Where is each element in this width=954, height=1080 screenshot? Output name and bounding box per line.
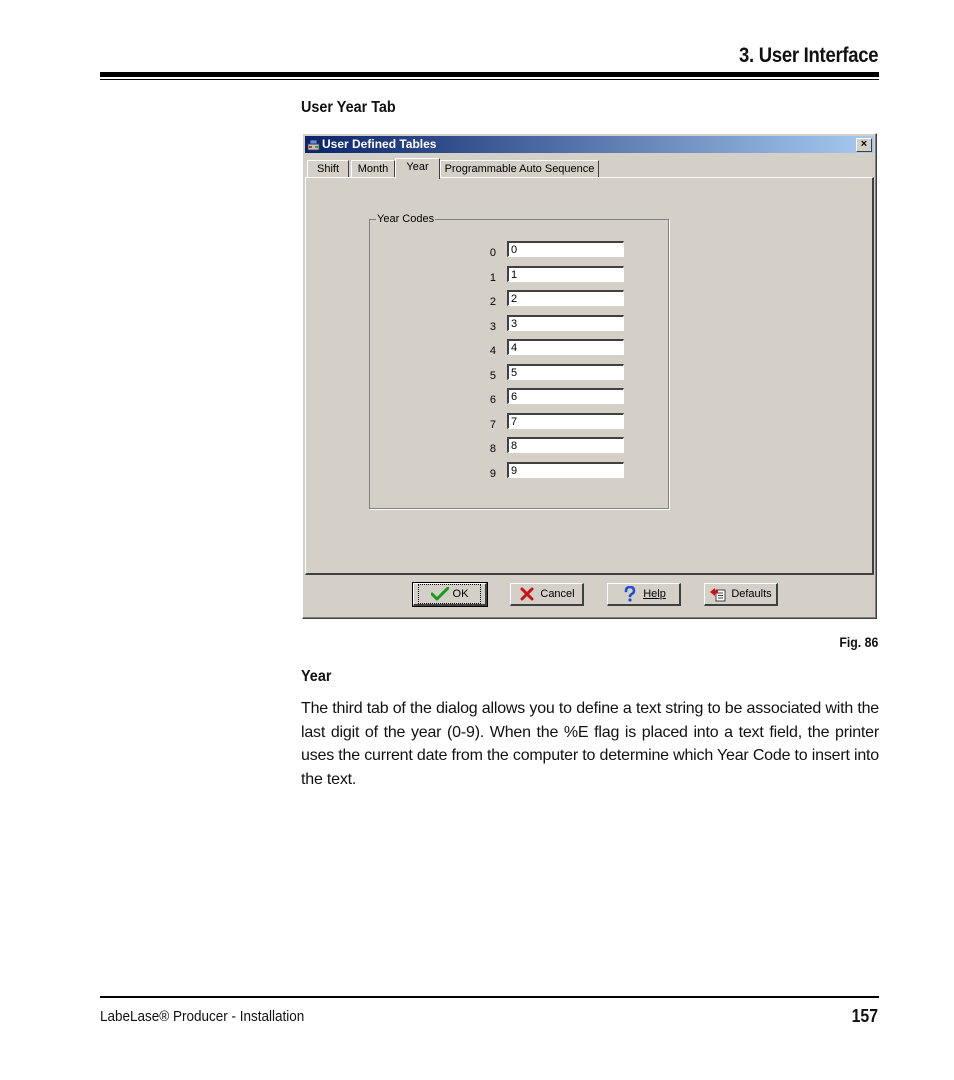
cancel-label: Cancel xyxy=(540,588,575,600)
cancel-button[interactable] xyxy=(510,583,584,606)
header-rule xyxy=(100,72,879,77)
year-code-input-9[interactable] xyxy=(507,462,624,478)
tab-strip xyxy=(307,158,872,178)
year-digit-label: 1 xyxy=(489,272,496,284)
dialog-title: User Defined Tables xyxy=(322,137,437,151)
year-digit-label: 4 xyxy=(489,345,496,357)
close-icon: × xyxy=(860,138,868,150)
ok-focus-rect xyxy=(418,584,482,604)
year-digit-label: 8 xyxy=(489,443,496,455)
figure-caption: Fig. 86 xyxy=(838,634,878,650)
question-mark-icon xyxy=(621,586,639,602)
x-mark-icon xyxy=(518,586,536,602)
year-code-input-0[interactable] xyxy=(507,241,624,257)
tab-month[interactable]: Month xyxy=(351,160,395,178)
header-rule-thin xyxy=(100,79,879,80)
year-digit-label: 0 xyxy=(489,247,496,259)
year-tab-panel xyxy=(305,177,874,575)
year-code-input-4[interactable] xyxy=(507,339,624,355)
year-digit-label: 7 xyxy=(489,419,496,431)
year-digit-label: 9 xyxy=(489,468,496,480)
year-codes-label: Year Codes xyxy=(377,213,435,225)
ok-label: OK xyxy=(452,588,469,600)
dialog-button-bar xyxy=(303,580,876,610)
year-code-input-7[interactable] xyxy=(507,413,624,429)
year-code-input-1[interactable] xyxy=(507,266,624,282)
ok-button[interactable] xyxy=(413,583,487,606)
year-code-input-3[interactable] xyxy=(507,315,624,331)
year-codes-group xyxy=(369,213,669,509)
year-digit-label: 6 xyxy=(489,394,496,406)
year-digit-label: 2 xyxy=(489,296,496,308)
year-subheading: Year xyxy=(301,668,332,685)
dialog-title-bar[interactable] xyxy=(305,136,874,153)
close-button[interactable] xyxy=(856,138,872,152)
defaults-label: Defaults xyxy=(731,588,772,600)
help-button[interactable] xyxy=(607,583,681,606)
help-label: Help xyxy=(643,588,666,600)
chapter-title: 3. User Interface xyxy=(738,44,878,67)
footer-product-name: LabeLase® Producer - Installation xyxy=(100,1008,305,1025)
section-heading: User Year Tab xyxy=(301,99,396,116)
checkmark-icon xyxy=(431,586,449,602)
tab-shift[interactable]: Shift xyxy=(307,160,349,178)
tab-year[interactable]: Year xyxy=(395,158,440,179)
year-code-input-2[interactable] xyxy=(507,290,624,306)
year-code-input-5[interactable] xyxy=(507,364,624,380)
footer-rule xyxy=(100,996,879,998)
body-paragraph: The third tab of the dialog allows you to define a text string to be associated with the last digit of the year (0-9). When the %E flag is placed into a text field, the printer uses the current date from the computer to determine which Year Code to insert into the text. xyxy=(301,700,879,788)
tab-programmable-auto-sequence[interactable]: Programmable Auto Sequence xyxy=(440,160,599,178)
app-icon xyxy=(307,138,320,151)
user-defined-tables-dialog xyxy=(302,133,877,619)
defaults-button[interactable] xyxy=(704,583,778,606)
defaults-icon xyxy=(709,586,727,602)
page-number: 157 xyxy=(851,1006,878,1026)
year-code-input-6[interactable] xyxy=(507,388,624,404)
year-digit-label: 5 xyxy=(489,370,496,382)
year-digit-label: 3 xyxy=(489,321,496,333)
year-code-input-8[interactable] xyxy=(507,437,624,453)
